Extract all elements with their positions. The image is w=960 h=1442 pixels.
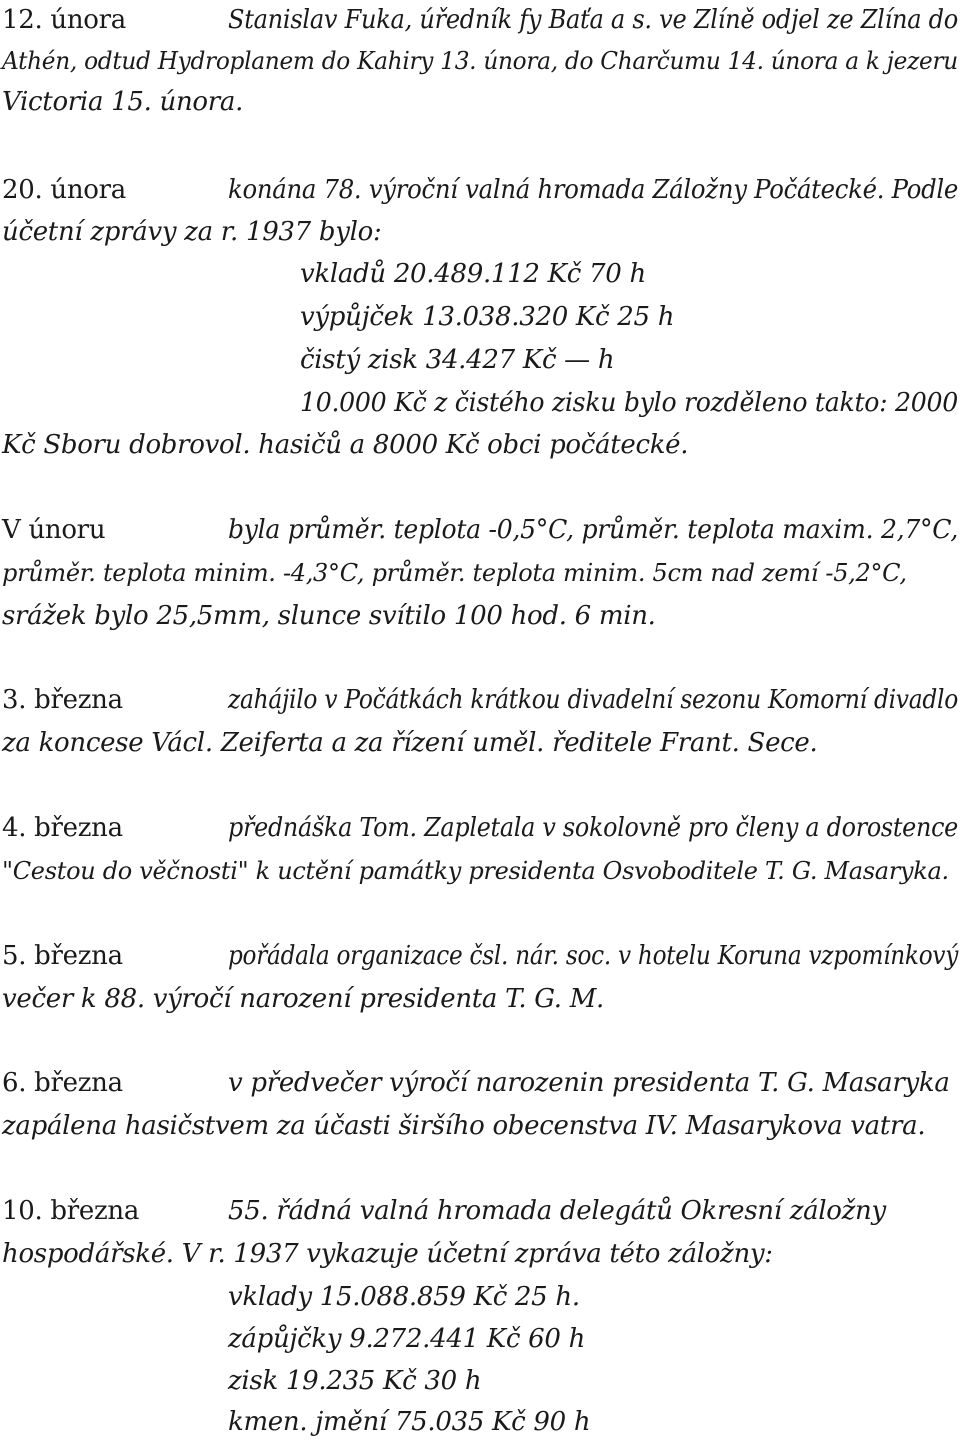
- entry-text-line: večer k 88. výročí narození presidenta T. G. M.: [2, 984, 605, 1014]
- entry-text-line: pořádala organizace čsl. nár. soc. v hotelu Koruna vzpomínkový: [228, 941, 959, 971]
- entry-date: 5. března: [2, 941, 123, 971]
- entry-text-line: zapálena hasičstvem za účasti širšího obecenstva IV. Masarykova vatra.: [2, 1111, 926, 1141]
- entry-date: 20. února: [2, 175, 126, 205]
- entry-text-line: srážek bylo 25,5mm, slunce svítilo 100 hod. 6 min.: [2, 601, 656, 631]
- entry-text-line: v předvečer výročí narozenin presidenta T. G. Masaryka: [228, 1068, 950, 1098]
- entry-text-line: Athén, odtud Hydroplanem do Kahiry 13. února, do Charčumu 14. února a k jezeru: [2, 47, 958, 75]
- entry-text-line: čistý zisk 34.427 Kč — h: [300, 345, 615, 375]
- entry-text-line: 55. řádná valná hromada delegátů Okresní záložny: [228, 1196, 886, 1226]
- entry-text-line: za koncese Václ. Zeiferta a za řízení uměl. ředitele Frant. Sece.: [2, 728, 818, 758]
- entry-text-line: vklady 15.088.859 Kč 25 h.: [228, 1282, 580, 1312]
- entry-date: V únoru: [2, 515, 106, 545]
- entry-text-line: průměr. teplota minim. -4,3°C, průměr. teplota minim. 5cm nad zemí -5,2°C,: [2, 559, 907, 587]
- entry-text-line: 10.000 Kč z čistého zisku bylo rozděleno takto: 2000: [300, 388, 958, 418]
- entry-text-line: přednáška Tom. Zapletala v sokolovně pro členy a dorostence: [228, 813, 959, 843]
- entry-text-line: zápůjčky 9.272.441 Kč 60 h: [228, 1324, 586, 1354]
- entry-text-line: konána 78. výroční valná hromada Záložny Počátecké. Podle: [228, 175, 959, 205]
- entry-text-line: vkladů 20.489.112 Kč 70 h: [300, 259, 646, 289]
- entry-text-line: Stanislav Fuka, úředník fy Baťa a s. ve Zlíně odjel ze Zlína do: [228, 5, 959, 35]
- entry-date: 12. února: [2, 5, 126, 35]
- entry-text-line: byla průměr. teplota -0,5°C, průměr. teplota maxim. 2,7°C,: [228, 515, 959, 545]
- entry-text-line: výpůjček 13.038.320 Kč 25 h: [300, 302, 675, 332]
- entry-text-line: Victoria 15. února.: [2, 87, 244, 117]
- entry-date: 10. března: [2, 1196, 140, 1226]
- entry-text-line: zisk 19.235 Kč 30 h: [228, 1366, 482, 1396]
- entry-text-line: kmen. jmění 75.035 Kč 90 h: [228, 1407, 591, 1437]
- entry-date: 4. března: [2, 813, 123, 843]
- entry-text-line: zahájilo v Počátkách krátkou divadelní sezonu Komorní divadlo: [228, 685, 959, 715]
- entry-date: 3. března: [2, 685, 123, 715]
- entry-text-line: hospodářské. V r. 1937 vykazuje účetní zpráva této záložny:: [2, 1239, 773, 1269]
- entry-text-line: Kč Sboru dobrovol. hasičů a 8000 Kč obci počátecké.: [2, 430, 689, 460]
- entry-text-line: "Cestou do věčnosti" k uctění památky presidenta Osvoboditele T. G. Masaryka.: [2, 857, 949, 885]
- entry-text-line: účetní zprávy za r. 1937 bylo:: [2, 217, 382, 247]
- entry-date: 6. března: [2, 1068, 123, 1098]
